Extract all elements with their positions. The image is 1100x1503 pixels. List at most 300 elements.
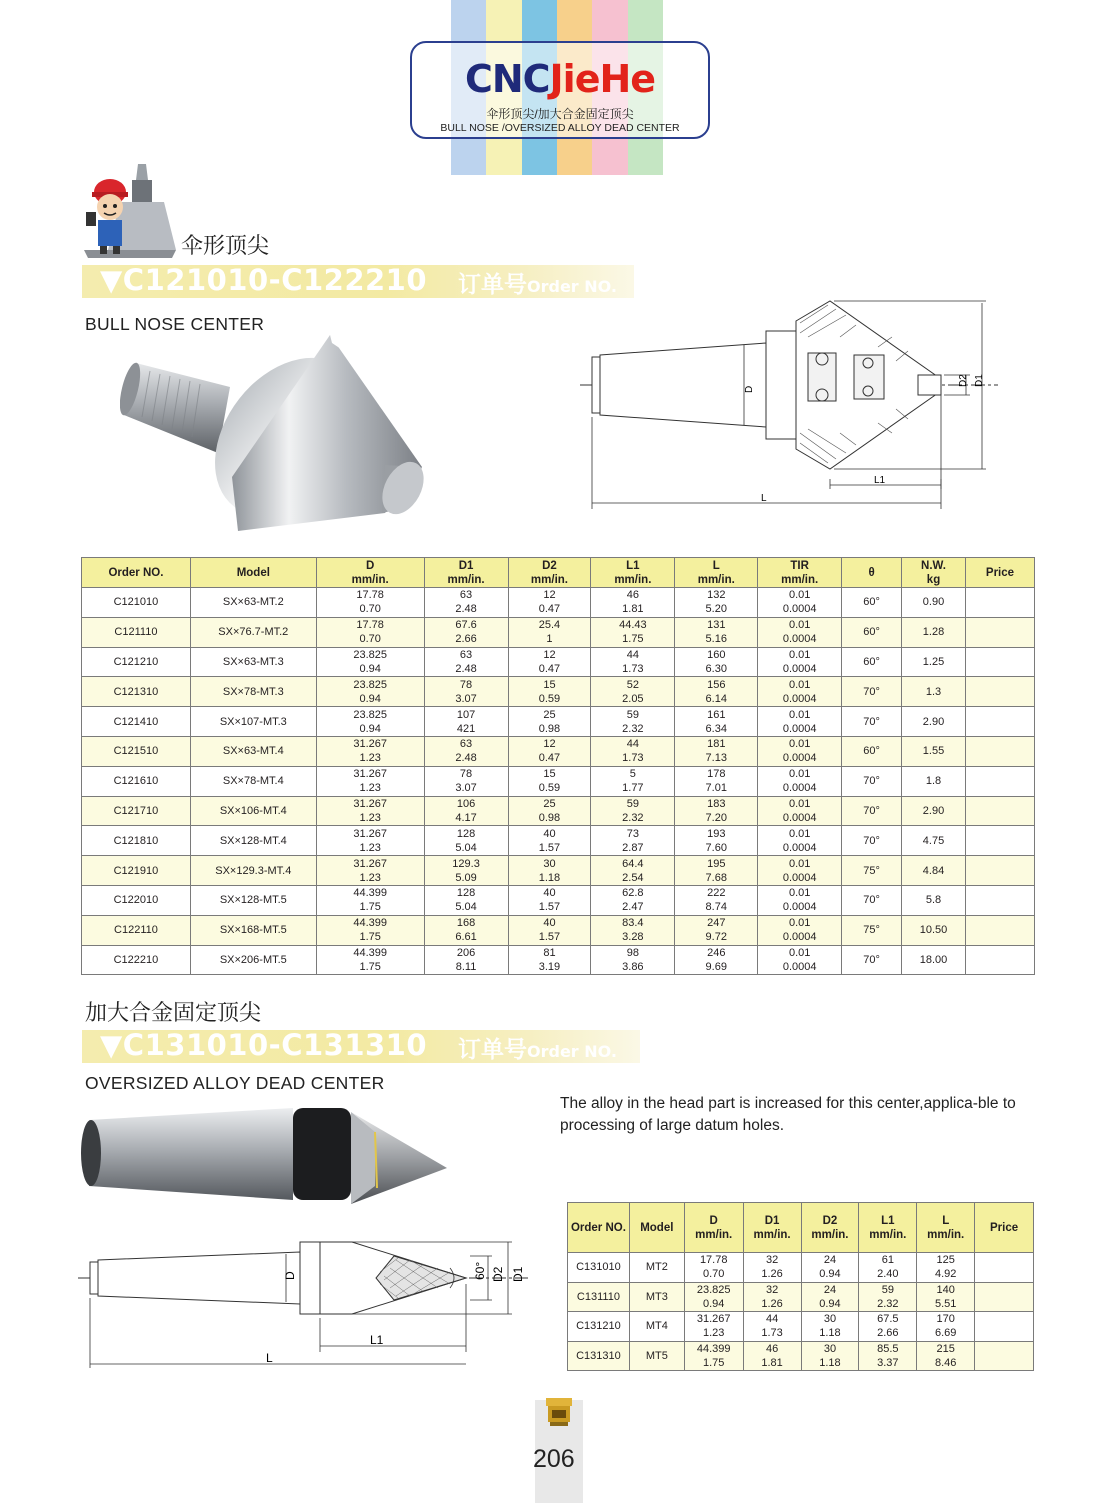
value-mm: 61: [881, 1254, 894, 1267]
cell-price: [965, 796, 1034, 826]
value-in: 4.92: [934, 1268, 957, 1281]
value-mm: 15: [543, 678, 556, 691]
cell-price: [965, 856, 1034, 886]
value-mm: 23.825: [353, 678, 387, 691]
value-in: 2.48: [455, 752, 477, 765]
order-label-cn: 订单号: [458, 1037, 527, 1063]
table-header-cell: [190, 558, 316, 588]
table-row: [568, 1253, 1034, 1283]
header-label: Model: [236, 566, 270, 579]
bull-nose-spec-table: [81, 557, 1035, 975]
table-header-cell: [424, 558, 508, 588]
cell-model: MT3: [629, 1282, 684, 1312]
value-in: 8.11: [455, 960, 477, 973]
cell-price: [975, 1282, 1034, 1312]
cell-price: [975, 1253, 1034, 1283]
value-in: 2.54: [622, 871, 644, 884]
cell-l1: [591, 707, 675, 737]
value-in: 1.73: [622, 752, 644, 765]
value-mm: 85.5: [877, 1342, 899, 1355]
value-mm: 44.43: [619, 619, 647, 632]
table-header-cell: [917, 1203, 975, 1253]
cell-l1: [859, 1253, 917, 1283]
value-in: 3.37: [877, 1356, 899, 1369]
value-mm: 0.01: [788, 619, 811, 632]
value-mm: 0.01: [788, 648, 811, 661]
cell-theta: 75°: [842, 856, 902, 886]
value-mm: 67.5: [877, 1313, 899, 1326]
cell-nw: 1.8: [902, 766, 966, 796]
value-in: 8.74: [705, 901, 727, 914]
section2-title-cn: 加大合金固定顶尖: [85, 1001, 262, 1026]
cell-d2: [508, 677, 591, 707]
header-label: Model: [640, 1221, 674, 1234]
value-in: 5.04: [455, 841, 477, 854]
value-mm: 181: [707, 738, 726, 751]
table-header-cell: [859, 1203, 917, 1253]
cell-d2: [508, 588, 591, 618]
value-in: 0.70: [359, 633, 381, 646]
header-unit: mm/in.: [811, 1228, 849, 1241]
cell-d2: [508, 885, 591, 915]
cell-tir: [758, 945, 842, 975]
cell-d: [684, 1341, 743, 1371]
table-row: [82, 588, 1035, 618]
value-in: 0.0004: [782, 901, 817, 914]
cell-d1: [424, 945, 508, 975]
diagram-label-l1: L1: [874, 475, 886, 486]
value-in: 0.70: [702, 1268, 725, 1281]
header-unit: mm/in.: [753, 1228, 791, 1241]
cell-order: C121610: [82, 766, 191, 796]
value-in: 1.26: [761, 1297, 783, 1310]
value-in: 2.87: [622, 841, 644, 854]
value-mm: 12: [543, 738, 556, 751]
cell-theta: 60°: [842, 617, 902, 647]
cell-price: [965, 617, 1034, 647]
cell-d: [684, 1253, 743, 1283]
cell-theta: 70°: [842, 707, 902, 737]
cell-order: C121410: [82, 707, 191, 737]
cell-price: [965, 588, 1034, 618]
cell-tir: [758, 707, 842, 737]
value-in: 0.0004: [782, 782, 817, 795]
cell-theta: 60°: [842, 588, 902, 618]
value-in: 7.13: [705, 752, 727, 765]
value-in: 1.18: [819, 1356, 841, 1369]
value-in: 0.0004: [782, 692, 817, 705]
order-label-cn: 订单号: [458, 272, 527, 298]
cell-model: SX×206-MT.5: [190, 945, 316, 975]
cell-l1: [591, 915, 675, 945]
value-mm: 44.399: [353, 917, 387, 930]
cell-l: [675, 588, 758, 618]
value-mm: 131: [707, 619, 726, 632]
cell-theta: 70°: [842, 945, 902, 975]
table-row: [82, 617, 1035, 647]
cell-l: [675, 736, 758, 766]
cell-price: [965, 766, 1034, 796]
value-in: 0.94: [359, 662, 381, 675]
value-mm: 64.4: [622, 857, 644, 870]
cell-d1: [424, 856, 508, 886]
value-mm: 30: [823, 1313, 837, 1326]
value-mm: 98: [626, 946, 639, 959]
order-label-en: Order NO.: [527, 277, 617, 296]
cell-d: [316, 588, 424, 618]
cell-l: [675, 647, 758, 677]
table-header-cell: [965, 558, 1034, 588]
table-row: [568, 1282, 1034, 1312]
value-mm: 193: [707, 827, 726, 840]
cell-d2: [801, 1341, 859, 1371]
cell-d1: [424, 588, 508, 618]
value-in: 1.77: [622, 782, 644, 795]
cell-nw: 1.3: [902, 677, 966, 707]
cell-order: C121210: [82, 647, 191, 677]
value-mm: 23.825: [353, 708, 387, 721]
diagram2-label-d: D: [283, 1271, 297, 1280]
value-mm: 52: [626, 678, 639, 691]
header-label: Order NO.: [108, 566, 164, 579]
table-row: [82, 826, 1035, 856]
cell-theta: 70°: [842, 766, 902, 796]
value-in: 2.48: [455, 662, 477, 675]
value-in: 1: [546, 633, 553, 646]
cell-d2: [508, 945, 591, 975]
value-in: 2.48: [455, 603, 477, 616]
value-mm: 12: [543, 589, 556, 602]
header-unit: mm/in.: [697, 573, 735, 586]
value-mm: 78: [459, 678, 473, 691]
header-label: D: [709, 1214, 718, 1227]
value-mm: 0.01: [788, 946, 811, 959]
value-mm: 140: [936, 1283, 955, 1296]
cell-d2: [508, 707, 591, 737]
header-unit: mm/in.: [695, 1228, 733, 1241]
value-mm: 31.267: [353, 738, 387, 751]
value-in: 1.23: [359, 871, 381, 884]
header-label: θ: [868, 566, 875, 579]
value-in: 1.75: [359, 931, 381, 944]
diagram-label-d: D: [744, 385, 755, 393]
cell-d: [316, 796, 424, 826]
cell-l1: [591, 677, 675, 707]
cell-d: [316, 826, 424, 856]
value-in: 0.0004: [782, 931, 817, 944]
cell-l: [675, 617, 758, 647]
table-header-cell: [801, 1203, 859, 1253]
value-mm: 62.8: [622, 887, 644, 900]
value-mm: 25: [543, 708, 556, 721]
value-mm: 129.3: [452, 857, 480, 870]
value-in: 0.98: [538, 811, 561, 824]
value-in: 7.01: [705, 782, 727, 795]
oversized-dead-center-photo: [75, 1102, 455, 1210]
value-in: 421: [456, 722, 476, 735]
cell-l: [675, 796, 758, 826]
value-in: 0.94: [819, 1268, 841, 1281]
cell-d: [316, 647, 424, 677]
value-in: 5.51: [934, 1297, 957, 1310]
value-mm: 0.01: [788, 797, 811, 810]
section1-order-bar: [82, 265, 634, 298]
cell-price: [965, 677, 1034, 707]
value-in: 2.05: [622, 692, 644, 705]
cell-tir: [758, 885, 842, 915]
value-in: 0.47: [538, 752, 561, 765]
cell-l1: [591, 647, 675, 677]
cell-model: SX×63-MT.4: [190, 736, 316, 766]
header-unit: mm/in.: [614, 573, 652, 586]
section1-title-cn: 伞形顶尖: [181, 234, 270, 259]
cell-order: C122110: [82, 915, 191, 945]
value-mm: 59: [626, 708, 639, 721]
brand-logo-box: [410, 41, 710, 139]
cell-l: [917, 1312, 975, 1342]
cell-price: [965, 736, 1034, 766]
cell-l: [675, 856, 758, 886]
cell-l1: [591, 766, 675, 796]
value-in: 5.16: [705, 633, 727, 646]
cell-l: [675, 826, 758, 856]
value-mm: 31.267: [353, 768, 387, 781]
table-header-cell: [975, 1203, 1034, 1253]
cell-d: [316, 856, 424, 886]
cell-l: [675, 677, 758, 707]
cell-d1: [743, 1341, 801, 1371]
value-in: 0.0004: [782, 752, 817, 765]
value-in: 1.57: [538, 841, 561, 854]
table-header-cell: [675, 558, 758, 588]
value-mm: 17.78: [356, 589, 384, 602]
cell-d2: [508, 647, 591, 677]
section2-order-bar: [82, 1030, 640, 1063]
table-row: [82, 707, 1035, 737]
value-mm: 31.267: [696, 1313, 731, 1326]
table-row: [568, 1312, 1034, 1342]
value-in: 1.18: [538, 871, 561, 884]
value-mm: 132: [707, 589, 726, 602]
value-mm: 170: [936, 1313, 955, 1326]
value-mm: 12: [543, 648, 556, 661]
cell-model: SX×168-MT.5: [190, 915, 316, 945]
table-header-cell: [743, 1203, 801, 1253]
cell-d2: [508, 856, 591, 886]
cell-tir: [758, 588, 842, 618]
section2-order-range: ▼C131010-C131310: [100, 1028, 428, 1062]
cell-nw: 2.90: [902, 796, 966, 826]
table-row: [82, 677, 1035, 707]
header-subtitle-cn: 伞形顶尖/加大合金固定顶尖: [486, 107, 634, 121]
cell-l: [917, 1253, 975, 1283]
table-header-cell: [629, 1203, 684, 1253]
cell-theta: 70°: [842, 826, 902, 856]
value-mm: 0.01: [788, 857, 811, 870]
cell-nw: 5.8: [902, 885, 966, 915]
bull-nose-technical-drawing: [578, 293, 1008, 515]
value-mm: 5: [629, 768, 636, 781]
cell-model: SX×129.3-MT.4: [190, 856, 316, 886]
cell-d1: [424, 707, 508, 737]
table-header-cell: [316, 558, 424, 588]
cell-model: MT4: [629, 1312, 684, 1342]
cell-nw: 10.50: [902, 915, 966, 945]
cell-l1: [591, 736, 675, 766]
cell-d: [316, 707, 424, 737]
header-label: D2: [542, 559, 557, 572]
value-in: 0.59: [538, 782, 561, 795]
value-mm: 31.267: [353, 827, 387, 840]
cell-l: [675, 885, 758, 915]
cell-d1: [743, 1282, 801, 1312]
value-in: 0.59: [538, 692, 561, 705]
cell-d: [316, 885, 424, 915]
value-in: 0.0004: [782, 811, 817, 824]
value-in: 6.30: [705, 662, 727, 675]
table-header-cell: [508, 558, 591, 588]
value-mm: 0.01: [788, 738, 811, 751]
value-in: 2.66: [877, 1327, 899, 1340]
value-in: 1.18: [819, 1327, 841, 1340]
value-mm: 44.399: [353, 946, 387, 959]
value-in: 1.57: [538, 931, 561, 944]
value-in: 1.23: [359, 841, 381, 854]
value-in: 0.0004: [782, 722, 817, 735]
table-row: [82, 885, 1035, 915]
table-header-cell: [758, 558, 842, 588]
value-in: 0.94: [359, 722, 381, 735]
value-in: 1.23: [359, 811, 381, 824]
cell-tir: [758, 677, 842, 707]
value-in: 7.20: [705, 811, 727, 824]
value-in: 2.40: [877, 1268, 899, 1281]
table-header-row: [82, 558, 1035, 588]
cell-model: SX×78-MT.4: [190, 766, 316, 796]
value-mm: 183: [707, 797, 726, 810]
cell-model: SX×76.7-MT.2: [190, 617, 316, 647]
header-label: L1: [881, 1214, 895, 1227]
table-row: [82, 915, 1035, 945]
value-in: 0.0004: [782, 871, 817, 884]
value-mm: 32: [765, 1254, 779, 1267]
value-in: 3.19: [538, 960, 561, 973]
cell-tir: [758, 796, 842, 826]
cell-model: MT2: [629, 1253, 684, 1283]
cell-model: SX×107-MT.3: [190, 707, 316, 737]
value-in: 1.23: [702, 1327, 725, 1340]
value-in: 0.47: [538, 662, 561, 675]
cell-theta: 60°: [842, 647, 902, 677]
cell-nw: 0.90: [902, 588, 966, 618]
value-in: 1.57: [538, 901, 561, 914]
value-in: 5.09: [455, 871, 477, 884]
header-unit: mm/in.: [869, 1228, 907, 1241]
value-mm: 15: [543, 768, 556, 781]
value-in: 0.98: [538, 722, 561, 735]
value-mm: 46: [765, 1342, 779, 1355]
section2-title-en: OVERSIZED ALLOY DEAD CENTER: [85, 1073, 385, 1093]
header-unit: kg: [926, 573, 941, 586]
brand-jiehe: JieHe: [549, 57, 656, 101]
cell-tir: [758, 915, 842, 945]
value-in: 2.32: [877, 1297, 899, 1310]
value-mm: 67.6: [455, 619, 477, 632]
order-label-en: Order NO.: [527, 1042, 617, 1061]
header-label: D: [366, 559, 375, 572]
value-mm: 44: [626, 648, 639, 661]
value-in: 9.69: [705, 960, 727, 973]
value-mm: 156: [707, 678, 726, 691]
value-mm: 247: [707, 917, 726, 930]
cell-d: [316, 617, 424, 647]
cell-d: [316, 677, 424, 707]
table-row: [82, 736, 1035, 766]
diagram2-label-angle: 60°: [473, 1261, 487, 1280]
value-mm: 0.01: [788, 589, 811, 602]
cell-d: [684, 1282, 743, 1312]
cell-l: [675, 766, 758, 796]
cell-model: SX×128-MT.5: [190, 885, 316, 915]
cell-d: [316, 766, 424, 796]
cell-d2: [508, 766, 591, 796]
value-in: 1.81: [761, 1356, 783, 1369]
cell-theta: 60°: [842, 736, 902, 766]
value-mm: 0.01: [788, 708, 811, 721]
value-mm: 17.78: [699, 1254, 728, 1267]
diagram2-label-l1: L1: [370, 1333, 384, 1347]
cell-price: [965, 885, 1034, 915]
value-mm: 128: [456, 827, 476, 840]
cell-d2: [801, 1282, 859, 1312]
bull-nose-center-photo: [120, 325, 450, 540]
section2-description: The alloy in the head part is increased for this center,applica-ble to processing of large datum holes.: [560, 1095, 1016, 1134]
header-label: L: [942, 1214, 950, 1227]
table-header-cell: [684, 1203, 743, 1253]
value-mm: 32: [765, 1283, 779, 1296]
header-label: D1: [764, 1214, 780, 1227]
cell-d2: [508, 736, 591, 766]
value-in: 1.75: [359, 901, 381, 914]
value-mm: 30: [543, 857, 556, 870]
diagram2-label-d2: D2: [491, 1266, 505, 1282]
header-subtitle-en: BULL NOSE /OVERSIZED ALLOY DEAD CENTER: [440, 122, 680, 134]
value-in: 5.04: [455, 901, 477, 914]
cell-d: [316, 945, 424, 975]
value-in: 2.47: [622, 901, 644, 914]
value-mm: 25: [543, 797, 556, 810]
cell-theta: 70°: [842, 796, 902, 826]
value-mm: 44: [765, 1313, 779, 1326]
cell-nw: 1.55: [902, 736, 966, 766]
cell-model: SX×78-MT.3: [190, 677, 316, 707]
cell-tir: [758, 617, 842, 647]
cell-d2: [801, 1312, 859, 1342]
value-in: 1.23: [359, 752, 381, 765]
cell-order: C122210: [82, 945, 191, 975]
value-mm: 246: [707, 946, 726, 959]
cell-price: [965, 647, 1034, 677]
value-mm: 63: [459, 738, 473, 751]
cell-d1: [424, 885, 508, 915]
cell-theta: 75°: [842, 915, 902, 945]
value-in: 6.34: [705, 722, 727, 735]
value-mm: 31.267: [353, 857, 387, 870]
section2-order-label: [458, 1031, 617, 1064]
cell-d2: [508, 617, 591, 647]
cell-l1: [591, 588, 675, 618]
value-in: 3.07: [455, 692, 477, 705]
